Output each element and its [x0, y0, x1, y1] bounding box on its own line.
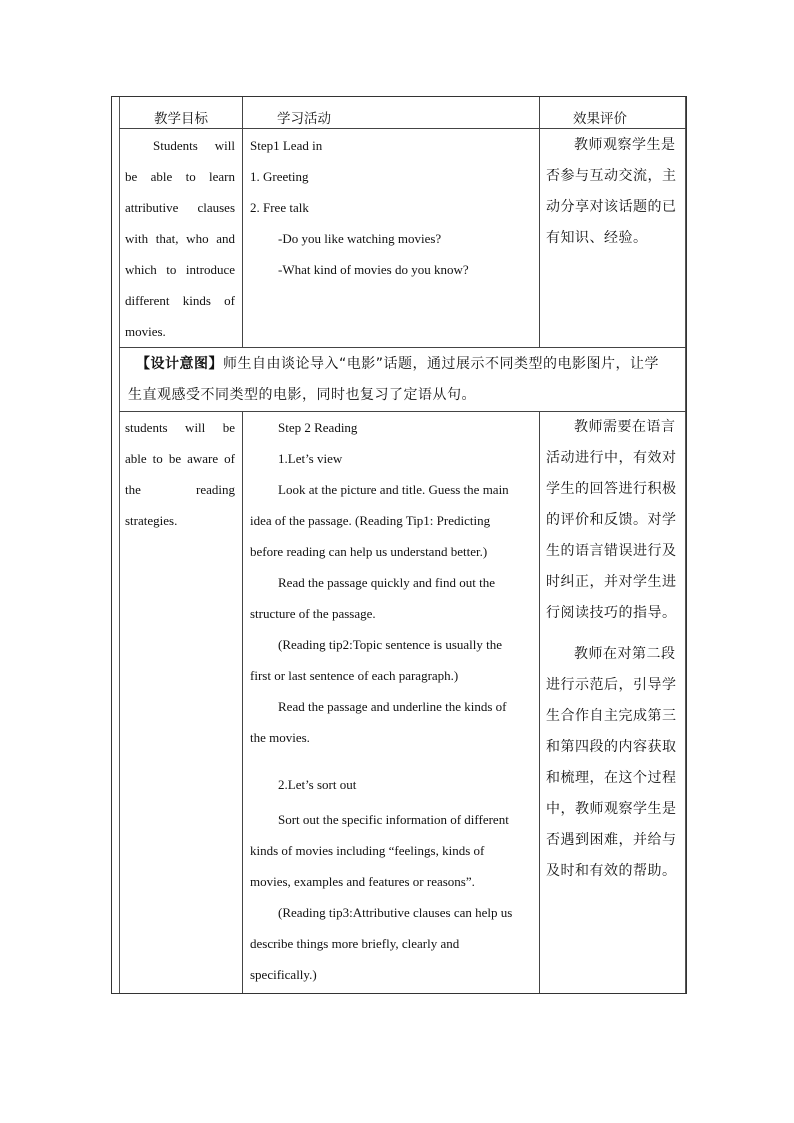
activity-subtitle: 2.Let’s sort out: [278, 777, 357, 792]
activity-line: (Reading tip3:Attributive clauses can help us: [278, 905, 513, 920]
design-intent-label: 【设计意图】: [136, 356, 223, 372]
row2-goal-cell: [125, 412, 235, 536]
goal-line: students will be: [125, 420, 235, 435]
goal-line: different kinds of: [125, 293, 235, 308]
design-intent-text: 师生自由谈论导入“电影”话题，通过展示不同类型的电影图片，让学: [223, 356, 660, 372]
header-divider: [119, 128, 686, 129]
activity-step: Step1 Lead in: [250, 138, 323, 153]
evaluation-line: 教师需要在语言: [574, 419, 676, 435]
evaluation-line: 中，教师观察学生是: [546, 801, 677, 817]
activity-line: Look at the picture and title. Guess the main: [278, 482, 509, 497]
evaluation-line: 教师观察学生是: [574, 137, 676, 153]
evaluation-line: 进行示范后，引导学: [546, 677, 677, 693]
activity-line: 2. Free talk: [250, 200, 309, 215]
evaluation-line: 的评价和反馈。对学: [546, 512, 677, 528]
activity-line: 1. Greeting: [250, 169, 309, 184]
activity-line: idea of the passage. (Reading Tip1: Predicting: [250, 513, 491, 528]
evaluation-line: 行阅读技巧的指导。: [546, 605, 677, 621]
evaluation-line: 否参与互动交流，主: [546, 168, 677, 184]
goal-line: attributive clauses: [125, 200, 235, 215]
evaluation-line: 及时和有效的帮助。: [546, 863, 677, 879]
activity-line: Sort out the specific information of different: [278, 812, 509, 827]
col-divider-2b: [539, 411, 540, 993]
activity-line: kinds of movies including “feelings, kinds of: [250, 843, 485, 858]
activity-line: Read the passage quickly and find out the: [278, 575, 495, 590]
goal-line: the reading: [125, 482, 235, 497]
goal-line: be able to learn: [125, 169, 235, 184]
evaluation-line: 和第四段的内容获取: [546, 739, 677, 755]
row1-activity-cell: [250, 130, 532, 285]
goal-line: able to be aware of: [125, 451, 235, 466]
evaluation-line: 和梳理，在这个过程: [546, 770, 677, 786]
lesson-plan-table: [111, 96, 687, 994]
header-evaluation: 效果评价: [573, 111, 627, 127]
activity-line: the movies.: [250, 730, 310, 745]
evaluation-line: 动分享对该话题的已: [546, 199, 677, 215]
activity-line: before reading can help us understand better.): [250, 544, 488, 559]
row1-goal-cell: [125, 130, 235, 347]
evaluation-line: 学生的回答进行积极: [546, 481, 677, 497]
col-divider-1a: [242, 97, 243, 347]
row1-evaluation-cell: [546, 130, 678, 254]
goal-line: Students will: [153, 138, 235, 153]
col-divider-1b: [242, 411, 243, 993]
activity-line: specifically.): [250, 967, 317, 982]
goal-line: with that, who and: [125, 231, 235, 246]
header-goal: 教学目标: [154, 111, 208, 127]
goal-line: strategies.: [125, 513, 178, 528]
activity-line: structure of the passage.: [250, 606, 376, 621]
evaluation-line: 否遇到困难，并给与: [546, 832, 677, 848]
row2-activity-cell: [250, 412, 532, 990]
goal-line: which to introduce: [125, 262, 235, 277]
evaluation-line: 教师在对第二段: [574, 646, 676, 662]
evaluation-line: 时纠正，并对学生进: [546, 574, 677, 590]
evaluation-line: 生合作自主完成第三: [546, 708, 677, 724]
header-activity: 学习活动: [277, 111, 331, 127]
evaluation-line: 有知识、经验。: [546, 230, 648, 246]
activity-line: describe things more briefly, clearly and: [250, 936, 460, 951]
row1-divider: [119, 347, 686, 348]
activity-question: -What kind of movies do you know?: [278, 262, 469, 277]
row2-evaluation-cell: [546, 412, 678, 887]
design-intent-cell: [128, 349, 684, 411]
activity-question: -Do you like watching movies?: [278, 231, 442, 246]
activity-line: first or last sentence of each paragraph.): [250, 668, 459, 683]
activity-step: Step 2 Reading: [278, 420, 358, 435]
activity-line: (Reading tip2:Topic sentence is usually the: [278, 637, 503, 652]
activity-line: movies, examples and features or reasons”.: [250, 874, 475, 889]
activity-subtitle: 1.Let’s view: [278, 451, 343, 466]
goal-line: movies.: [125, 324, 166, 339]
evaluation-line: 活动进行中，有效对: [546, 450, 677, 466]
col-divider-2a: [539, 97, 540, 347]
evaluation-line: 生的语言错误进行及: [546, 543, 677, 559]
activity-line: Read the passage and underline the kinds of: [278, 699, 507, 714]
design-intent-text-2: 生直观感受不同类型的电影，同时也复习了定语从句。: [128, 387, 476, 403]
